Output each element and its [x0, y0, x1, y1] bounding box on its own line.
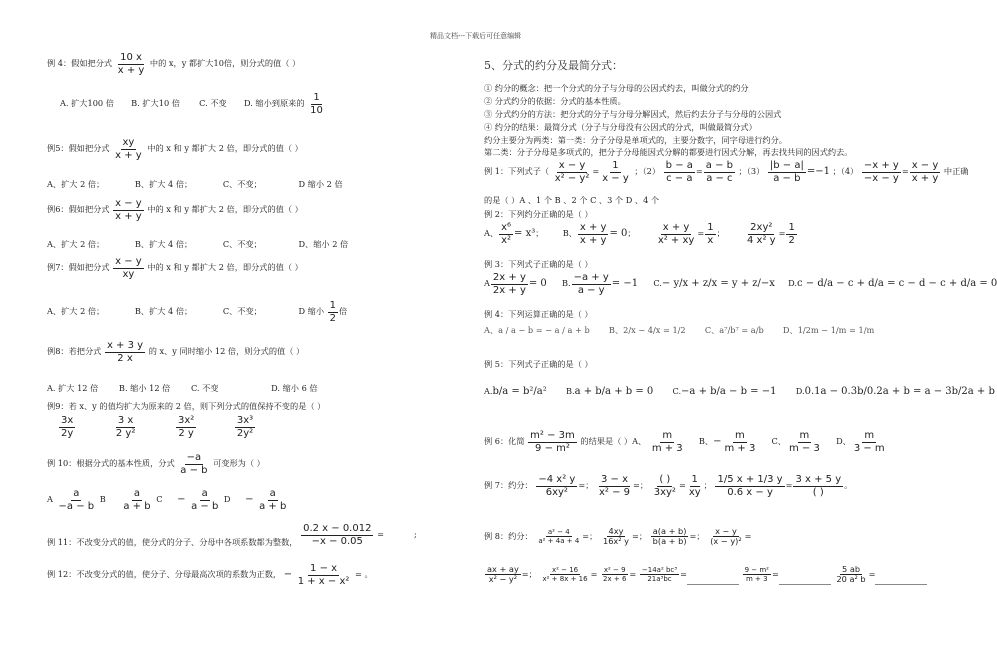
ex10-c-fraction: $\frac{a}{a - b}$ [191, 488, 219, 512]
rule-line-5: 约分主要分为两类：第一类：分子分母是单项式的，主要分数字，同字母进行约分。 [484, 135, 787, 145]
ex7-tail: 中的 x 和 y 都扩大 2 倍，即分式的值（ ） [147, 262, 303, 272]
r-ex9-e4: $\frac{\text{−14a² bc³}}{\text{21a³bc}}$ [641, 566, 678, 584]
r-ex8-text: 例 8：约分： [484, 530, 533, 541]
r-ex6-option-d: D、 [836, 436, 851, 446]
r-ex2-b-result: = 0 [609, 228, 628, 239]
ex9-options [58, 415, 256, 439]
r-ex6-b-frac: $\frac{m}{m + 3}$ [724, 430, 756, 454]
ex7-d-tail: 倍 [339, 306, 348, 316]
r-ex7-e3-result: $\frac{1}{xy}$ [688, 474, 701, 498]
r-ex6-b-sign: − [713, 436, 722, 447]
ex4-text: 例 4：假如把分式 [47, 58, 113, 68]
r-ex7-end: 。 [844, 480, 853, 490]
r-ex9-e6: $\frac{5 ab}{\text{20 a² b}}$ [836, 564, 866, 585]
ex4-options [60, 92, 326, 116]
ex10-c-sign: − [177, 494, 186, 505]
example-9: 例9：若 x、y 的值均扩大为原来的 2 倍，则下列分式的值保持不变的是（ ） [47, 401, 326, 411]
ex9-c-fraction: $\frac{\text{3x²}}{2 y}$ [177, 415, 195, 439]
r-ex5-option-b: B. [565, 386, 575, 396]
r-ex1-m1-result: $\frac{1}{x - y}$ [602, 160, 629, 184]
r-ex8-sep3: ； [696, 530, 705, 541]
r-ex3-b-result: = −1 [611, 278, 639, 289]
ex10-option-c: C [156, 494, 163, 504]
r-ex5-option-d: D. [795, 386, 805, 396]
r-ex6-tail: 的结果是（ ）A、 [580, 436, 647, 446]
r-ex8-e3: $\frac{a(a + b)}{b(a + b)}$ [652, 526, 687, 547]
r-ex4-options [484, 326, 874, 335]
r-ex2-d-result: $\frac{1}{2}$ [788, 222, 795, 246]
ex6-text: 例6：假如把分式 [47, 204, 110, 214]
ex5-option-c: C、不变； [222, 179, 262, 189]
r-ex1-options: 的是（ ）A 、1 个 B 、2 个 C 、3 个 D 、4 个 [484, 195, 660, 205]
ex11-tail: = [377, 529, 384, 539]
ex8-tail: 的 x、y 同时缩小 12 倍，则分式的值（ ） [148, 346, 305, 356]
ex12-tail: = 。 [355, 569, 373, 579]
ex5-fraction: $\frac{xy}{x + y}$ [115, 137, 142, 161]
ex8-option-c: C. 不变 [190, 383, 219, 393]
ex4-option-b: B. 扩大10 倍 [131, 98, 180, 108]
example-11 [47, 523, 417, 547]
r-ex1-m2-result: $\frac{a - b}{a - c}$ [705, 160, 733, 184]
r-ex8-sep2: ； [638, 530, 648, 541]
r-ex4-d-expr: 1/2m − 1/m = 1/m [797, 325, 875, 335]
ex6-options [47, 240, 348, 249]
r-ex2-b-frac: $\frac{x + y}{x + y}$ [579, 222, 607, 246]
r-ex3-a-result: = 0 [528, 278, 547, 289]
ex6-tail: 中的 x 和 y 都扩大 2 倍，即分式的值（ ） [147, 204, 303, 214]
ex12-sign: − [283, 569, 293, 580]
r-ex5-a-expr: b/a = b²/a² [492, 386, 547, 397]
r-ex7-text: 例 7：约分： [484, 480, 533, 490]
r-ex3-option-a: A [484, 278, 490, 288]
r-ex3-a-frac: $\frac{2x + y}{2x + y}$ [492, 272, 526, 296]
r-ex6-a-frac: $\frac{m}{m + 3}$ [651, 430, 683, 454]
ex4-tail: 中的 x，y 都扩大10倍，则分式的值（ ） [149, 58, 301, 68]
r-ex2-sep-c: ； [716, 228, 725, 238]
r-ex1-m3: $\frac{|b - a|}{a - b}$ [769, 160, 804, 184]
example-10 [47, 452, 265, 476]
r-ex2-a-result: = x³ [514, 228, 536, 239]
r-ex6-option-b: B、 [698, 436, 714, 446]
r-example-2: 例 2：下列约分正确的是（ ） [484, 209, 593, 219]
ex6-option-a: A、扩大 2 倍； [47, 239, 105, 249]
ex8-fraction: $\frac{x + 3 y}{2 x}$ [106, 340, 144, 364]
r-ex9-e5: $\frac{\text{9 − m²}}{m + 3}$ [744, 566, 769, 584]
ex8-option-a: A. 扩大 12 倍 [47, 383, 99, 393]
ex10-option-a: A [47, 494, 53, 504]
ex5-option-d: D 缩小 2 倍 [298, 179, 343, 189]
ex10-options [47, 488, 289, 512]
r-ex2-options: A、 $\frac{\text{x⁶}}{\text{x²}}$ = x³； B、 $\frac{x + y}{x + y}$ = 0； $\frac{x + y}{\text{x² + xy}}$ = $\frac{1}{x}$ ； $\frac{\text{2xy²}}{\text{4 x² y}}$ = $\frac{1}{2}$ [484, 222, 795, 246]
r-ex1-m3-result: −1 [815, 166, 830, 177]
r-ex3-option-d: D. [788, 278, 798, 288]
r-ex1-m4: $\frac{-x + y}{-x - y}$ [863, 160, 899, 184]
r-example-3: 例 3：下列式子正确的是（ ） [484, 259, 593, 269]
ex6-option-b: B、扩大 4 倍； [134, 239, 193, 249]
ex6-option-c: C、不变； [222, 239, 262, 249]
ex10-d-fraction: $\frac{a}{a + b}$ [259, 488, 287, 512]
r-ex2-option-a: A、 [484, 228, 499, 238]
ex5-text: 例5：假如把分式 [47, 143, 110, 153]
r-example-9: $\frac{ax + ay}{\text{x² − y²}}$ =； $\frac{\text{x² − 16}}{\text{x² + 8x + 16}}$ = $\frac{\text{x² − 9}}{2x + 6}$ = $\frac{\text{−14a² bc³}}{\text{21a³bc}}$ = $\frac{\text{9 − m²}}{m + 3}$ = $\frac{5 ab}{\text{20 a² b}}$ = [484, 565, 927, 585]
ex9-a-fraction: $\frac{3x}{2y}$ [61, 415, 74, 439]
r-ex7-sep2: ； [639, 480, 649, 490]
r-ex2-option-b: B、 [562, 228, 577, 238]
ex4-option-c: C. 不变 [199, 98, 227, 108]
r-ex2-sep-b: ； [627, 228, 636, 238]
r-ex1-m2: $\frac{b - a}{c - a}$ [665, 160, 693, 184]
r-ex9-blank2[interactable] [779, 575, 831, 585]
ex8-text: 例8：若把分式 [47, 346, 102, 356]
r-ex1-m1: $\frac{x - y}{\text{x² − y²}}$ [554, 160, 590, 184]
r-ex1-sep2: ；（3） [738, 166, 765, 176]
ex10-fraction: $\frac{-a}{a - b}$ [180, 452, 208, 476]
ex8-option-b: B. 缩小 12 倍 [118, 383, 171, 393]
r-ex6-option-c: C、 [771, 436, 786, 446]
r-ex4-c-expr: a⁷/b⁷ = a/b [719, 325, 764, 335]
example-5 [47, 137, 303, 161]
r-ex5-c-expr: −a + b/a − b = −1 [681, 386, 777, 397]
ex10-d-sign: − [245, 494, 254, 505]
ex4-option-d: D. 缩小到原来的 [243, 98, 305, 108]
r-ex3-option-b: B. [562, 278, 571, 288]
r-ex2-c-result: $\frac{1}{x}$ [707, 222, 714, 246]
r-example-5: 例 5：下列式子正确的是（ ） [484, 359, 593, 369]
r-ex7-e3: $\frac{( )}{\text{3xy²}}$ [653, 474, 676, 498]
ex7-text: 例7：假如把分式 [47, 262, 110, 272]
r-ex2-c-frac: $\frac{x + y}{\text{x² + xy}}$ [657, 222, 695, 246]
ex5-tail: 中的 x 和 y 都扩大 2 倍，即分式的值（ ） [147, 143, 303, 153]
example-12 [47, 563, 373, 587]
example-6 [47, 198, 303, 222]
ex5-option-b: B、扩大 4 倍； [134, 179, 193, 189]
ex10-text: 例 10：根据分式的基本性质，分式 [47, 458, 175, 468]
example-4 [47, 52, 300, 76]
ex11-text: 例 11：不改变分式的值，使分式的分子、分母中各项系数都为整数， [47, 536, 298, 547]
r-ex1-m3-eq: = [806, 166, 816, 177]
ex5-options [47, 180, 343, 189]
ex9-d-fraction: $\frac{\text{3x³}}{\text{2y²}}$ [236, 415, 254, 439]
r-ex3-option-c: C. [653, 278, 662, 288]
ex6-option-d: D、缩小 2 倍 [298, 239, 349, 249]
ex7-option-a: A、扩大 2 倍； [47, 306, 105, 316]
r-ex4-option-c: C、 [704, 325, 720, 335]
r-ex5-d-expr: 0.1a − 0.3b/0.2a + b = a − 3b/2a + b [804, 386, 995, 397]
r-ex7-e2: $\frac{3 - x}{\text{x² − 9}}$ [599, 474, 631, 498]
r-ex6-c-frac: $\frac{m}{m - 3}$ [789, 430, 820, 454]
ex8-options [47, 384, 318, 393]
r-ex8-e4: $\frac{x - y}{\text{(x − y)²}}$ [710, 526, 742, 547]
example-8 [47, 340, 304, 364]
ex4-fraction: $\frac{10 x}{x + y}$ [117, 52, 145, 76]
r-ex5-b-expr: a + b/a + b = 0 [574, 386, 654, 397]
r-ex7-sep1: ； [585, 480, 594, 490]
r-ex1-tail: 中正确 [943, 166, 969, 176]
r-ex6-d-frac: $\frac{m}{3 - m}$ [853, 430, 885, 454]
r-ex4-b-expr: 2/x − 4/x = 1/2 [623, 325, 686, 335]
rule-line-2: ② 分式约分的依据：分式的基本性质。 [484, 96, 626, 106]
ex10-a-fraction: $\frac{a}{-a - b}$ [58, 488, 95, 512]
r-ex6-text: 例 6：化简 [484, 436, 525, 446]
ex4-d-fraction: $\frac{1}{10}$ [310, 92, 323, 116]
r-ex7-e1: $\frac{\text{−4 x² y}}{\text{6xy²}}$ [538, 474, 576, 498]
r-ex9-blank1[interactable] [687, 575, 739, 585]
r-ex9-e2: $\frac{\text{x² − 16}}{\text{x² + 8x + 16}}$ [542, 566, 588, 584]
r-ex3-b-frac: $\frac{-a + y}{a - y}$ [573, 272, 609, 296]
r-ex7-e4: $\frac{1/5 x + 1/3 y}{0.6 x - y}$ [717, 474, 783, 498]
ex10-option-d: D [223, 494, 231, 504]
ex9-b-fraction: $\frac{3 x}{\text{2 y²}}$ [115, 415, 136, 439]
r-ex7-e4-result: $\frac{3 x + 5 y}{( )}$ [795, 474, 842, 498]
r-ex2-sep-a: ； [535, 228, 544, 238]
r-ex8-sep1: ； [589, 530, 598, 541]
rule-line-1: ① 约分的概念：把一个分式的分子与分母的公因式约去，叫做分式的约分 [484, 83, 749, 93]
r-ex4-a-expr: a / a − b = − a / a + b [498, 325, 590, 335]
ex12-fraction: $\frac{1 - x}{\text{1 + x − x²}}$ [297, 563, 350, 587]
page-header: 精品文档---下载后可任意编辑 [430, 32, 522, 40]
r-example-1: 例 1：下列式子（ $\frac{x - y}{\text{x² − y²}}$ = $\frac{1}{x - y}$ ；（2） $\frac{b - a}{c - a}$ = $\frac{a - b}{a - c}$ ；（3） $\frac{|b - a|}{a - b}$ =−1 ；（4） $\frac{-x + y}{-x - y}$ = $\frac{x - y}{x + y}$ 中正确 [484, 160, 969, 184]
ex4-option-a: A. 扩大100 倍 [60, 98, 114, 108]
r-ex2-a-frac: $\frac{\text{x⁶}}{\text{x²}}$ [501, 222, 512, 246]
r-ex6-fraction: $\frac{\text{m² − 3m}}{\text{9 − m²}}$ [530, 430, 575, 454]
r-ex4-option-d: D、 [782, 325, 798, 335]
r-ex4-option-a: A、 [484, 325, 499, 335]
r-ex9-blank3[interactable] [875, 575, 927, 585]
ex5-option-a: A、扩大 2 倍； [47, 179, 105, 189]
ex10-option-b: B [99, 494, 106, 504]
r-example-7: 例 7：约分： $\frac{\text{−4 x² y}}{\text{6xy²}}$ =； $\frac{3 - x}{\text{x² − 9}}$ =； $\frac{( )}{\text{3xy²}}$ = $\frac{1}{xy}$ ； $\frac{1/5 x + 1/3 y}{0.6 x - y}$ = $\frac{3 x + 5 y}{( )}$ 。 [484, 474, 853, 498]
r-ex5-options [484, 386, 995, 397]
section-title: 5、分式的约分及最简分式： [484, 59, 623, 72]
ex7-options [47, 300, 347, 324]
r-ex5-option-a: A. [484, 386, 493, 396]
ex6-fraction: $\frac{x - y}{x + y}$ [115, 198, 142, 222]
r-example-4: 例 4：下列运算正确的是（ ） [484, 309, 593, 319]
ex7-option-b: B、扩大 4 倍； [134, 306, 193, 316]
ex11-semicolon: ; [413, 529, 417, 539]
example-7 [47, 256, 303, 280]
r-ex3-options [484, 272, 997, 296]
ex11-fraction: $\frac{0.2 x - 0.012}{-x - 0.05}$ [303, 523, 372, 547]
r-ex1-sep1: ；（2） [634, 166, 661, 176]
r-example-8: 例 8：约分： $\frac{\text{a² − 4}}{\text{a² + 4a + 4}}$ =； $\frac{4xy}{\text{16x² y}}$ =； $\frac{a(a + b)}{b(a + b)}$ =； $\frac{x - y}{\text{(x − y)²}}$ = [484, 526, 752, 547]
r-ex9-sep1: ； [528, 568, 537, 579]
ex12-text: 例 12：不改变分式的值，使分子、分母最高次项的系数为正数， [47, 569, 282, 579]
rule-line-4: ④ 约分的结果：最简分式（分子与分母没有公因式的分式，叫做最简分式） [484, 122, 757, 132]
ex7-option-d: D 缩小 [298, 306, 325, 316]
r-ex9-e3: $\frac{\text{x² − 9}}{2x + 6}$ [603, 566, 627, 584]
r-ex8-e2: $\frac{4xy}{\text{16x² y}}$ [602, 526, 629, 547]
r-ex8-e1: $\frac{\text{a² − 4}}{\text{a² + 4a + 4}}$ [538, 528, 580, 546]
ex10-b-fraction: $\frac{a}{a + b}$ [123, 488, 151, 512]
ex7-d-fraction: $\frac{1}{2}$ [329, 300, 337, 324]
ex7-option-c: C、不变； [222, 306, 262, 316]
rule-line-3: ③ 分式约分的方法：把分式的分子与分母分解因式，然后约去分子与分母的公因式 [484, 109, 782, 119]
ex8-option-d: D. 缩小 6 倍 [271, 383, 318, 393]
r-ex1-m4-result: $\frac{x - y}{x + y}$ [911, 160, 939, 184]
r-ex5-option-c: C. [672, 386, 682, 396]
r-ex1-text: 例 1：下列式子（ [484, 166, 550, 176]
r-ex4-option-b: B、 [608, 325, 624, 335]
r-ex2-d-frac: $\frac{\text{2xy²}}{\text{4 x² y}}$ [747, 222, 776, 246]
ex10-tail: 可变形为（ ） [213, 458, 265, 468]
ex7-fraction: $\frac{x - y}{xy}$ [115, 256, 142, 280]
r-ex1-sep3: ；（4） [832, 166, 859, 176]
r-example-6 [484, 430, 888, 454]
rule-line-6: 第二类：分子分母是多项式的，把分子分母能因式分解的都要进行因式分解，再去找共同的因式约去。 [484, 147, 853, 157]
r-ex7-sep3: ； [703, 480, 712, 490]
r-ex3-d-expr: c − d/a − c + d/a = c − d − c + d/a = 0 [797, 278, 997, 289]
r-ex9-e1: $\frac{ax + ay}{\text{x² − y²}}$ [487, 564, 519, 585]
r-ex3-c-expr: − y/x + z/x = y + z/−x [661, 278, 775, 289]
